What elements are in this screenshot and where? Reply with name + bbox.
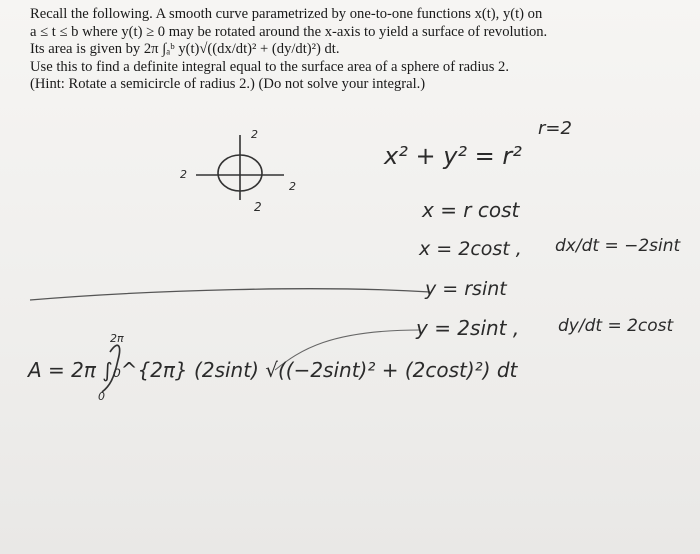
axis-label-right: 2 [289, 180, 296, 193]
axis-label-top: 2 [251, 128, 258, 141]
axis-label-left: 2 [180, 168, 187, 181]
axis-label-bottom: 2 [254, 200, 262, 214]
problem-line-1: Recall the following. A smooth curve parametrized by one-to-one functions x(t), y(t) on [30, 6, 543, 22]
dx-dt: dx/dt = −2sint [555, 236, 681, 256]
surface-area-integral: A = 2π ∫₀^{2π} (2sint) √((−2sint)² + (2cost)²) dt [28, 358, 518, 382]
upper-limit: 2π [110, 332, 124, 345]
problem-line-3: Its area is given by 2π ∫ₐᵇ y(t)√((dx/dt)² + (dy/dt)²) dt. [30, 41, 340, 58]
divider-stroke [30, 289, 430, 300]
problem-line-2: a ≤ t ≤ b where y(t) ≥ 0 may be rotated around the x-axis to yield a surface of revolution. [30, 23, 548, 40]
radius-note: r=2 [538, 118, 572, 139]
lower-limit: 0 [98, 390, 105, 403]
axes-sketch [196, 135, 284, 200]
y-substituted: y = 2sint , [416, 316, 520, 340]
x-parametrization: x = r cost [422, 198, 520, 222]
dy-dt: dy/dt = 2cost [558, 316, 674, 336]
problem-line-4: Use this to find a definite integral equal to the surface area of a sphere of radius 2. [30, 58, 509, 75]
problem-line-5: (Hint: Rotate a semicircle of radius 2.) (Do not solve your integral.) [30, 76, 426, 93]
y-parametrization: y = rsint [425, 278, 507, 300]
x-substituted: x = 2cost , [419, 238, 522, 260]
circle-equation: x² + y² = r² [384, 142, 522, 170]
